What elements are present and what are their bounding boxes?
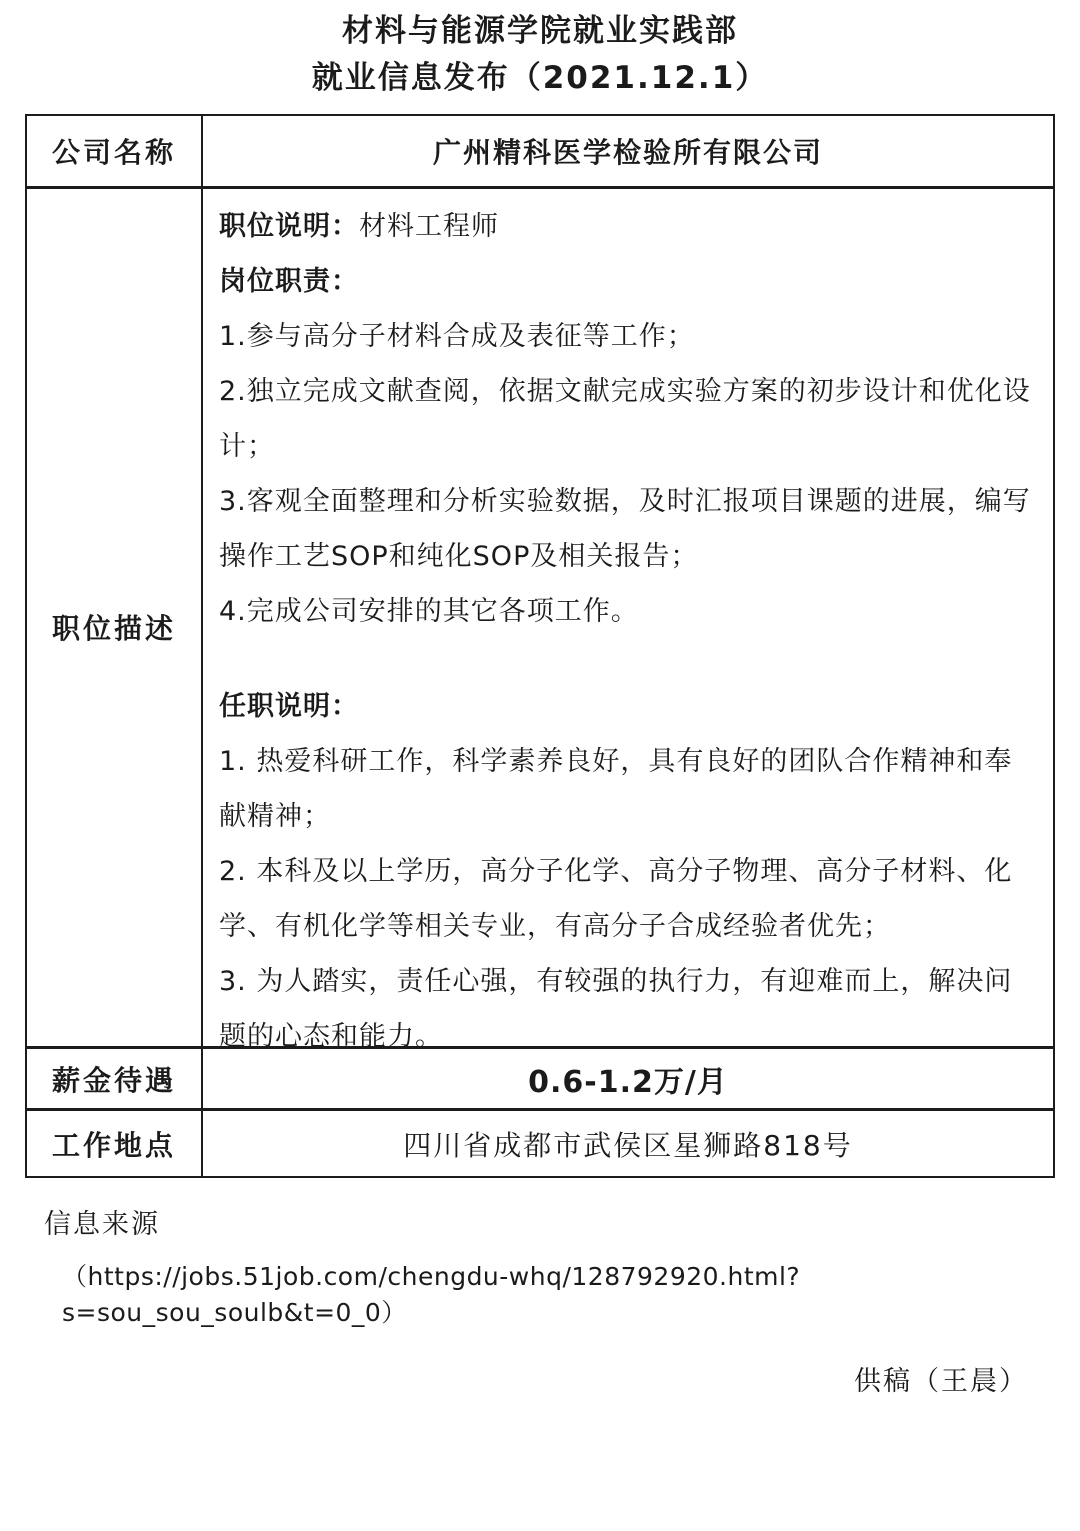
job-description-cell: [203, 189, 1053, 1064]
document-title-line2: 就业信息发布（2021.12.1）: [311, 60, 769, 96]
position-title-value: 材料工程师: [359, 211, 499, 242]
duty-item-3: 3.客观全面整理和分析实验数据，及时汇报项目课题的进展，编写操作工艺SOP和纯化SOP及相关报告；: [219, 486, 1031, 572]
requirement-item-1: 1. 热爱科研工作，科学素养良好，具有良好的团队合作精神和奉献精神；: [219, 746, 1013, 832]
position-line: [219, 199, 1035, 254]
document-header: [0, 0, 1080, 102]
table-row-company: [27, 116, 1053, 186]
duty-item-2: 2.独立完成文献查阅，依据文献完成实验方案的初步设计和优化设计；: [219, 376, 1031, 462]
table-row-location: [27, 1108, 1053, 1176]
table-row-description: [27, 186, 1053, 1052]
job-description-label: 职位描述: [27, 189, 203, 1064]
position-title-label: 职位说明：: [219, 211, 359, 242]
info-source-url: （https://jobs.51job.com/chengdu-whq/128792920.html?s=sou_sou_soulb&t=0_0）: [62, 1262, 801, 1327]
requirement-item-3: 3. 为人踏实，责任心强，有较强的执行力，有迎难而上，解决问题的心态和能力。: [219, 966, 1013, 1052]
salary-label: 薪金待遇: [27, 1049, 203, 1108]
description-spacer: [219, 639, 1035, 679]
work-location-value: 四川省成都市武侯区星狮路818号: [403, 1128, 853, 1162]
company-name-label: 公司名称: [27, 116, 203, 186]
contributor-byline: 供稿（王晨）: [854, 1366, 1028, 1397]
job-info-table: [25, 114, 1055, 1178]
company-name-value: 广州精科医学检验所有限公司: [432, 136, 823, 169]
work-location-label: 工作地点: [27, 1111, 203, 1176]
duty-item-1: 1.参与高分子材料合成及表征等工作；: [219, 321, 695, 352]
requirements-heading: 任职说明：: [219, 691, 359, 722]
requirement-item-2: 2. 本科及以上学历，高分子化学、高分子物理、高分子材料、化学、有机化学等相关专业，有高分子合成经验者优先；: [219, 856, 1013, 942]
table-row-salary: [27, 1046, 1053, 1108]
document-title-line1: 材料与能源学院就业实践部: [342, 13, 738, 49]
duties-heading: 岗位职责：: [219, 266, 359, 297]
duty-item-4: 4.完成公司安排的其它各项工作。: [219, 596, 639, 627]
salary-value: 0.6-1.2万/月: [528, 1064, 728, 1100]
info-source-label: 信息来源: [44, 1209, 160, 1240]
